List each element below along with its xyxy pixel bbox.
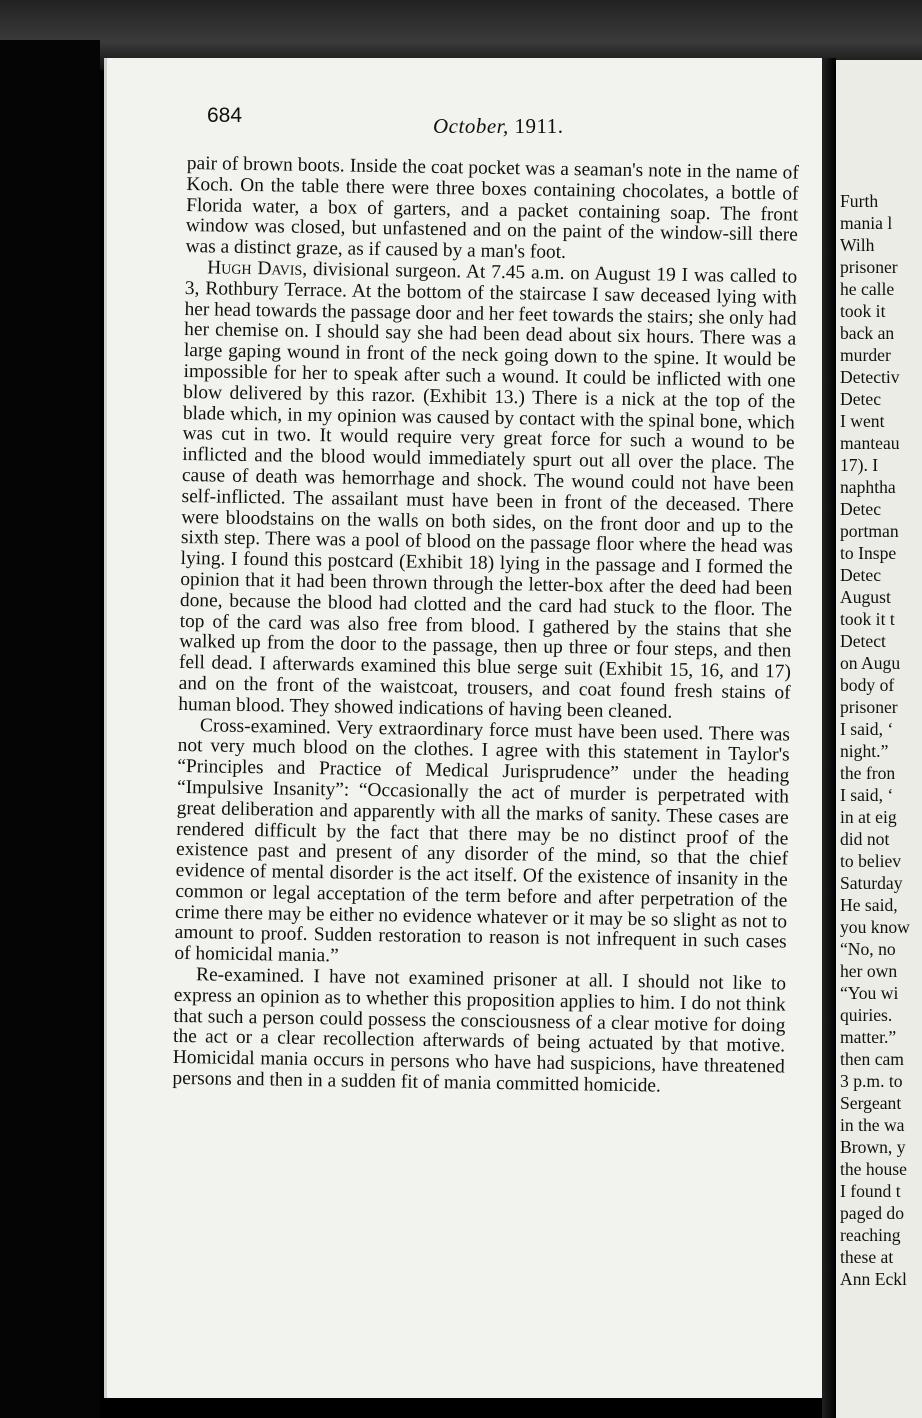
facing-page-line: I said, ‘ bbox=[840, 785, 894, 805]
facing-page-line: back an bbox=[840, 323, 895, 343]
facing-page-line: Detect bbox=[840, 631, 886, 651]
facing-page-line: August bbox=[840, 587, 891, 607]
page-number: 684 bbox=[207, 104, 243, 127]
facing-page-line: night.” bbox=[840, 741, 889, 761]
facing-page-line: naphtha bbox=[840, 477, 896, 497]
facing-page-line: Detec bbox=[840, 389, 882, 409]
facing-page-line: Detectiv bbox=[840, 367, 900, 387]
left-page bbox=[104, 58, 825, 1398]
facing-page-line: matter.” bbox=[840, 1027, 897, 1047]
book-gutter bbox=[822, 58, 836, 1418]
facing-page-line: quiries. bbox=[840, 1005, 893, 1025]
facing-page-line: He said, bbox=[840, 895, 898, 915]
facing-page-line: the house bbox=[840, 1159, 907, 1179]
facing-page-line: to Inspe bbox=[840, 543, 897, 563]
facing-page-line: Saturday bbox=[840, 873, 903, 893]
paragraph-4: Re-examined. I have not examined prisoner at all. I should not like to express an opinion as to whether this proposition applies to him. I do not think that such a person could possess the consciousness of a clear motive for doing the act or a clear recollection afterwards of being actuated by that motive. Homicidal mania occurs in persons who have had suspicions, have threatened persons and then in a sudden fit of mania committed homicide. bbox=[172, 964, 787, 1097]
facing-page bbox=[836, 60, 922, 1418]
running-head-year: 1911. bbox=[514, 114, 564, 138]
facing-page-line: to believ bbox=[840, 851, 902, 871]
facing-page-line: the fron bbox=[840, 763, 896, 783]
facing-page-line: prisoner bbox=[840, 257, 898, 277]
facing-page-line: reaching bbox=[840, 1225, 901, 1245]
facing-page-lines bbox=[840, 168, 922, 1290]
facing-page-line: Wilh bbox=[840, 235, 875, 255]
facing-page-line: he calle bbox=[840, 279, 895, 299]
facing-page-line: I found t bbox=[840, 1181, 901, 1201]
scan-left-margin bbox=[0, 40, 100, 1418]
witness-name: Hugh Davis bbox=[207, 257, 303, 280]
paragraph-3: Cross-examined. Very extraordinary force must have been used. There was not very much blood on the clothes. I agree with this statement in Taylor's “Principles and Practice of Medical Jurisprudence” under the heading “Impulsive Insanity”: “Occasionally the act of murder is perpetrated with great deliberation and apparently with all the marks of sanity. These cases are rendered difficult by the fact that there may be no distinct proof of the existence past and present of any disorder of the mind, so that the chief evidence of mental disorder is the act itself. Of the existence of insanity in the common or legal acceptation of the term before and after perpetration of the crime there may be either no evidence whatever or it may be so slight as not to amount to proof. Sudden restoration to reason is not infrequent in such cases of homicidal mania.” bbox=[174, 714, 791, 967]
facing-page-line: 3 p.m. to bbox=[840, 1071, 903, 1091]
paragraph-2 bbox=[178, 258, 797, 725]
facing-page-line: body of bbox=[840, 675, 895, 695]
facing-page-line: in the wa bbox=[840, 1115, 905, 1135]
facing-page-line: I went bbox=[840, 411, 885, 431]
facing-page-line: “You wi bbox=[840, 983, 899, 1003]
facing-page-line: 17). I bbox=[840, 455, 879, 475]
facing-page-line: Sergeant bbox=[840, 1093, 902, 1113]
body-text bbox=[172, 154, 799, 1099]
facing-page-line: did not bbox=[840, 829, 890, 849]
facing-page-line: portman bbox=[840, 521, 899, 541]
running-head bbox=[433, 114, 563, 139]
facing-page-line: “No, no bbox=[840, 939, 896, 959]
facing-page-line: manteau bbox=[840, 433, 900, 453]
facing-page-line: Detec bbox=[840, 499, 882, 519]
facing-page-line: paged do bbox=[840, 1203, 905, 1223]
facing-page-line: in at eig bbox=[840, 807, 897, 827]
facing-page-line: these at bbox=[840, 1247, 894, 1267]
facing-page-line: Furth bbox=[840, 191, 879, 211]
facing-page-line: I said, ‘ bbox=[840, 719, 894, 739]
facing-page-line: on Augu bbox=[840, 653, 901, 673]
facing-page-line: murder bbox=[840, 345, 891, 365]
paragraph-1: pair of brown boots. Inside the coat pocket was a seaman's note in the name of Koch. On the table there were three boxes containing chocolates, a bottle of Florida water, a box of garters, and a packet containing soap. The front window was closed, but unfastened and on the paint of the window-sill there was a distinct graze, as if caused by a man's foot. bbox=[185, 153, 799, 264]
facing-page-line: Ann Eckl bbox=[840, 1269, 907, 1289]
facing-page-line: mania l bbox=[840, 213, 893, 233]
facing-page-line: took it bbox=[840, 301, 886, 321]
facing-page-line bbox=[840, 168, 922, 190]
facing-page-line: Detec bbox=[840, 565, 882, 585]
running-head-month: October, bbox=[433, 114, 509, 138]
facing-page-line: Brown, y bbox=[840, 1137, 906, 1157]
facing-page-line: her own bbox=[840, 961, 898, 981]
facing-page-line: you know bbox=[840, 917, 910, 937]
facing-page-line: took it t bbox=[840, 609, 895, 629]
paragraph-2-text: , divisional surgeon. At 7.45 a.m. on August 19 I was called to 3, Rothbury Terrace. At the bottom of the staircase I saw deceased lying with her head towards the passage door and her feet towards the stairs; she only had her chemise on. I should say she had been dead about six hours. There was a large gaping wound in front of the neck going down to the spine. It would be impossible for her to speak after such a wound. It could be inflicted with one blow delivered by this razor. (Exhibit 13.) There is a nick at the top of the blade which, in my opinion was caused by contact with the spinal bone, which was cut in two. It would require very great force for such a wound to be inflicted and the blood would immediately spurt out all over the place. The cause of death was hemorrhage and shock. The wound could not have been self-inflicted. The assailant must have been in front of the deceased. There were bloodstains on the walls on both sides, on the front door and up to the sixth step. There was a pool of blood on the passage floor where the head was lying. I found this postcard (Exhibit 18) lying in the passage and I formed the opinion that it had been thrown through the letter-box after the deed had been done, because the blood had clotted and the card had stuck to the floor. The top of the card was also free from blood. I gathered by the stains that she walked up from the door to the passage, then up three or four steps, and then fell dead. I afterwards examined this blue serge suit (Exhibit 15, 16, and 17) and on the front of the waistcoat, trousers, and coat found fresh stains of human blood. They showed indications of having been cleaned. bbox=[178, 258, 798, 723]
facing-page-line: then cam bbox=[840, 1049, 904, 1069]
facing-page-line: prisoner bbox=[840, 697, 898, 717]
